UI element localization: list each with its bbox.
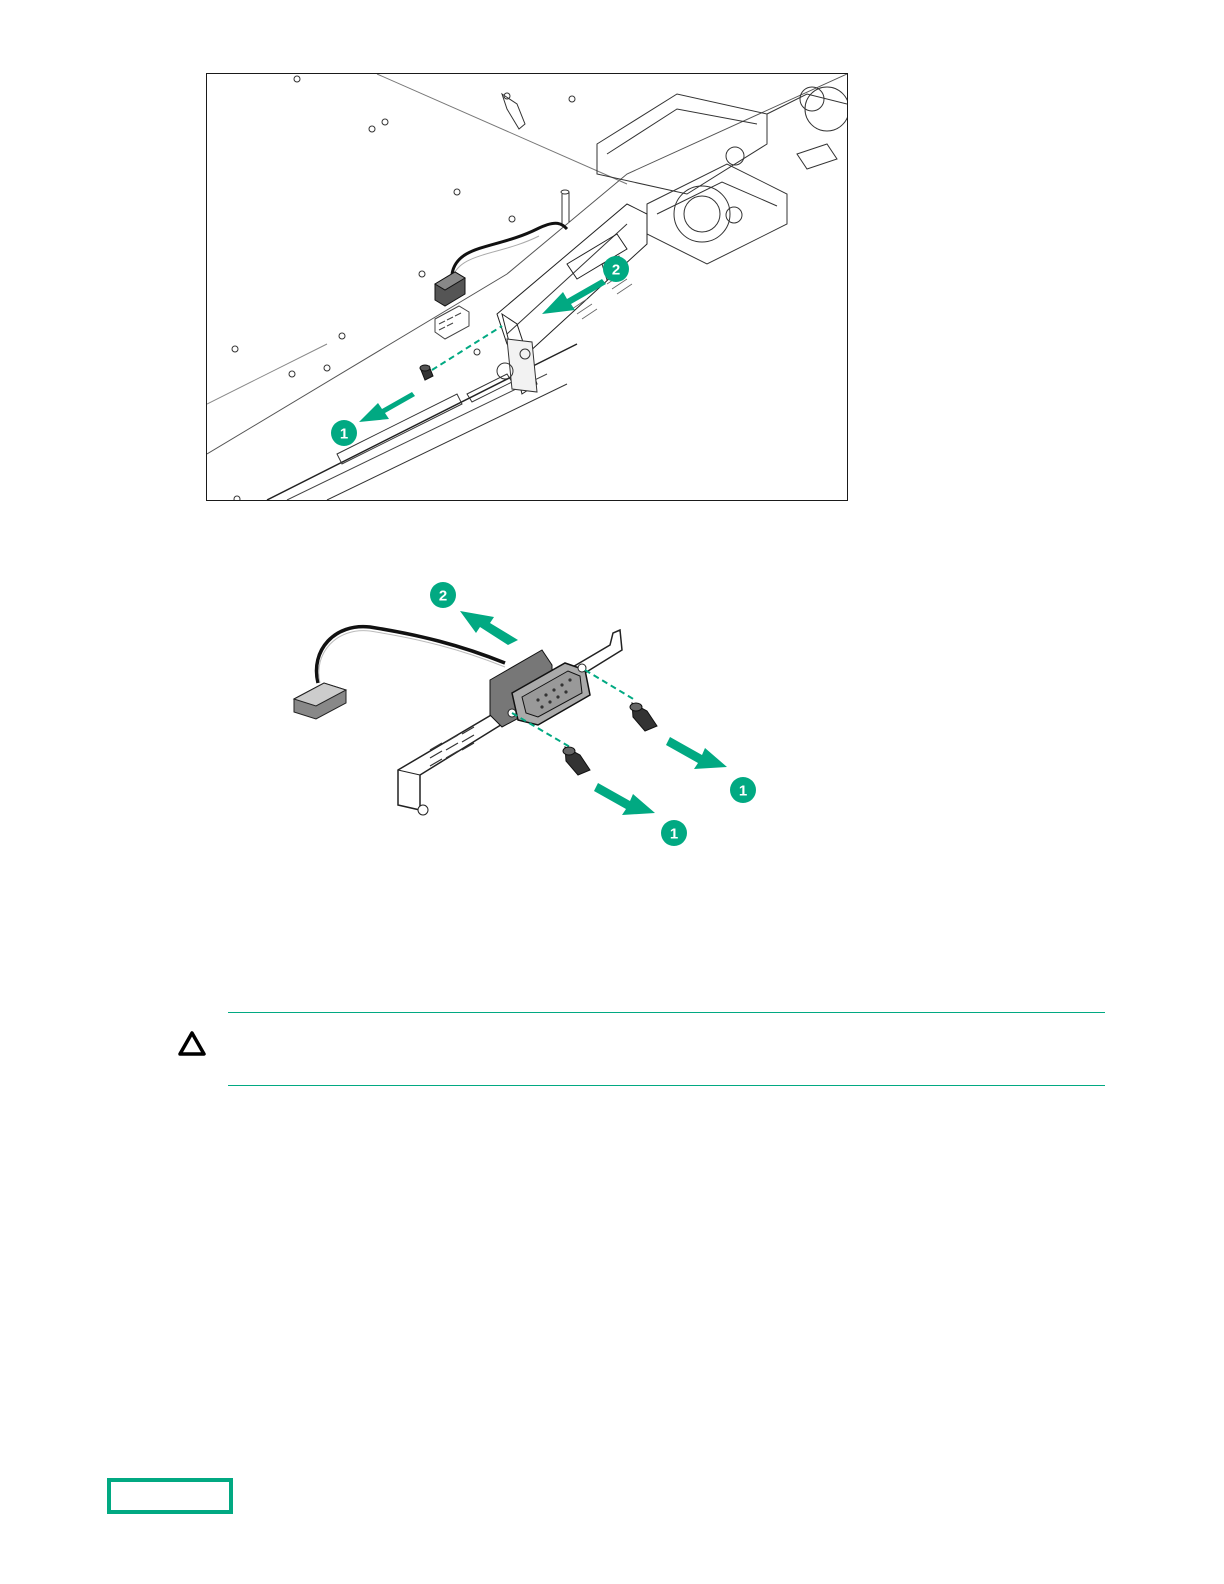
callout-2 bbox=[430, 582, 456, 608]
screw-icon-lower bbox=[563, 747, 590, 775]
screw-icon bbox=[420, 365, 433, 380]
arrow-1 bbox=[359, 392, 415, 422]
arrow-1-upper bbox=[666, 737, 727, 769]
screw-icon-upper bbox=[630, 703, 657, 731]
callout-2-label: 2 bbox=[611, 261, 621, 279]
caution-bottom-rule bbox=[228, 1085, 1105, 1086]
callout-1-lower-label: 1 bbox=[669, 825, 679, 843]
callout-1-upper-label: 1 bbox=[738, 782, 748, 800]
arrow-2 bbox=[460, 611, 518, 645]
caution-top-rule bbox=[228, 1012, 1105, 1013]
callout-2 bbox=[603, 256, 629, 282]
arrow-1-lower bbox=[594, 783, 655, 815]
callout-1-lower bbox=[661, 820, 687, 846]
callout-1 bbox=[331, 420, 357, 446]
arrow-2 bbox=[542, 279, 606, 314]
bracket-illustration bbox=[280, 575, 780, 855]
hpe-logo bbox=[107, 1478, 233, 1514]
figure-serial-port-removal-chassis bbox=[206, 73, 848, 501]
callout-1-upper bbox=[730, 777, 756, 803]
figure-serial-port-bracket bbox=[280, 575, 780, 855]
chassis-illustration bbox=[207, 74, 847, 500]
callout-1-label: 1 bbox=[339, 425, 349, 443]
caution-triangle-icon bbox=[177, 1030, 207, 1058]
callout-2-label: 2 bbox=[438, 587, 448, 605]
